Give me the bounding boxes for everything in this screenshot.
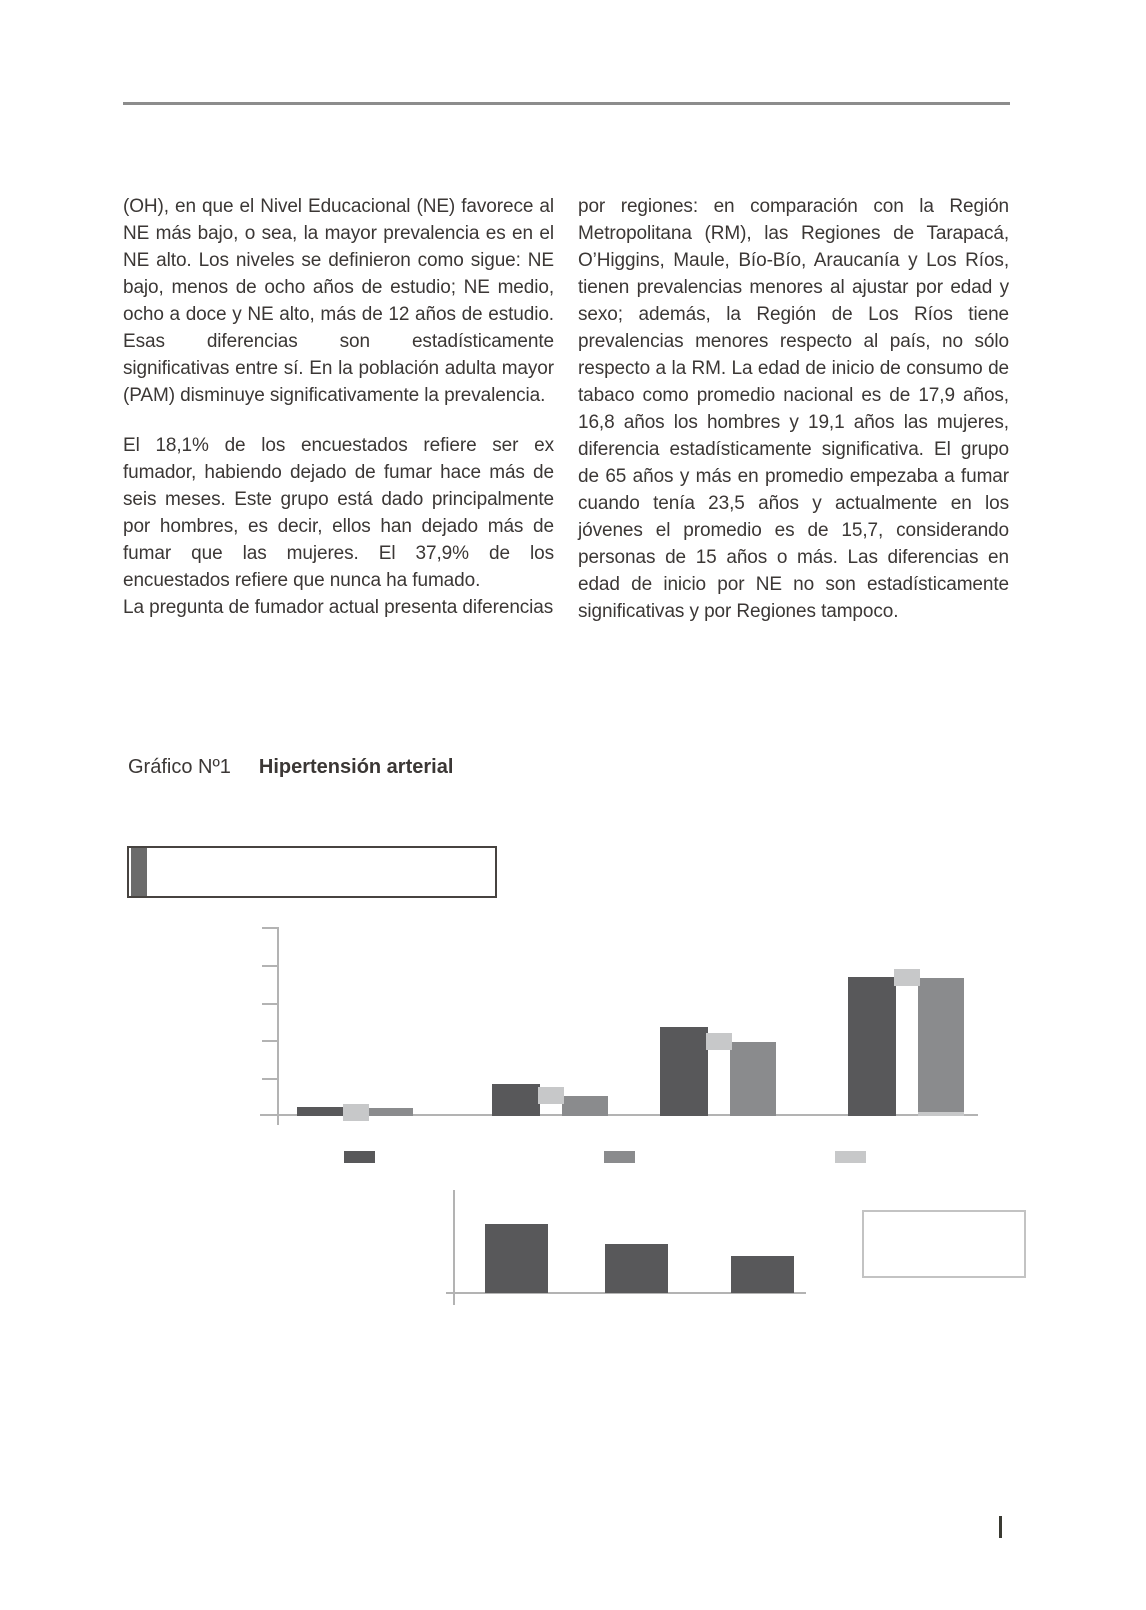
paragraph: por regiones: en comparación con la Región Metropolitana (RM), las Regiones de Tarapacá, O’Higgins, Maule, Bío-Bío, Araucanía y Los Ríos, tienen prevalencias menores al ajustar por edad y sexo; además, la Región de Los Ríos tiene prevalencias menores respecto al país, no sólo respecto a la RM. La edad de inicio de consumo de tabaco como promedio nacional es de 17,9 años, 16,8 años los hombres y 19,1 años las mujeres, diferencia estadísticamente significativa. El grupo de 65 años y más en promedio empezaba a fumar cuando tenía 23,5 años y actualmente en los jóvenes el promedio es de 15,7, considerando personas de 15 años o más. Las diferencias en edad de inicio por NE no son estadísticamente significativas y por Regiones tampoco.: [578, 196, 1009, 622]
bar-gray: [367, 1108, 413, 1116]
chart-legend-box-bottom: [862, 1210, 1026, 1278]
y-axis-tick: [262, 1003, 278, 1005]
chart-caption-label: Gráfico Nº1: [128, 756, 231, 778]
marker-square: [343, 1104, 369, 1121]
bar-dark: [731, 1256, 794, 1293]
chart-caption-title: Hipertensión arterial: [258, 756, 454, 778]
top-horizontal-rule: [123, 102, 1010, 105]
legend-box-color-tab: [131, 848, 147, 896]
paragraph: La pregunta de fumador actual presenta diferencias: [123, 597, 554, 618]
left-text-column: [123, 193, 554, 625]
paragraph: (OH), en que el Nivel Educacional (NE) favorece al NE más bajo, o sea, la mayor prevalencia es en el NE alto. Los niveles se definieron como sigue: NE bajo, menos de ocho años de estudio; NE medio, ocho a doce y NE alto, más de 12 años de estudio. Esas diferencias son estadísticamente significativas entre sí. En la población adulta mayor (PAM) disminuye significativamente la prevalencia.: [123, 196, 554, 406]
marker-square: [538, 1087, 564, 1104]
bar-dark: [848, 977, 896, 1116]
y-axis-line: [277, 927, 279, 1125]
y-axis-tick: [262, 927, 278, 929]
marker-square: [894, 969, 920, 986]
bar-gray: [918, 978, 964, 1116]
page-number-mark: [999, 1516, 1002, 1538]
bar-gray: [562, 1096, 608, 1116]
chart-legend-box-top: [127, 846, 497, 898]
y-axis-tick: [262, 1078, 278, 1080]
legend-swatch-dark: [344, 1151, 375, 1163]
bar-dark: [297, 1107, 345, 1116]
y-axis-tick: [262, 1040, 278, 1042]
bar-dark: [605, 1244, 668, 1293]
bar-dark: [485, 1224, 548, 1293]
bar-dark: [492, 1084, 540, 1116]
y-axis-tick: [262, 965, 278, 967]
body-text: [123, 193, 1010, 625]
chart-caption: [128, 756, 453, 779]
legend-swatch-gray: [604, 1151, 635, 1163]
y-axis-line: [453, 1190, 455, 1305]
paragraph: El 18,1% de los encuestados refiere ser ex fumador, habiendo dejado de fumar hace más de seis meses. Este grupo está dado principalmente por hombres, es decir, ellos han dejado más de fumar que las mujeres. El 37,9% de los encuestados refiere que nunca ha fumado.: [123, 435, 554, 591]
marker-square: [706, 1033, 732, 1050]
bar-dark: [660, 1027, 708, 1116]
right-text-column: [578, 193, 1009, 625]
legend-swatch-light: [835, 1151, 866, 1163]
light-base-strip: [918, 1112, 964, 1116]
bar-gray: [730, 1042, 776, 1116]
